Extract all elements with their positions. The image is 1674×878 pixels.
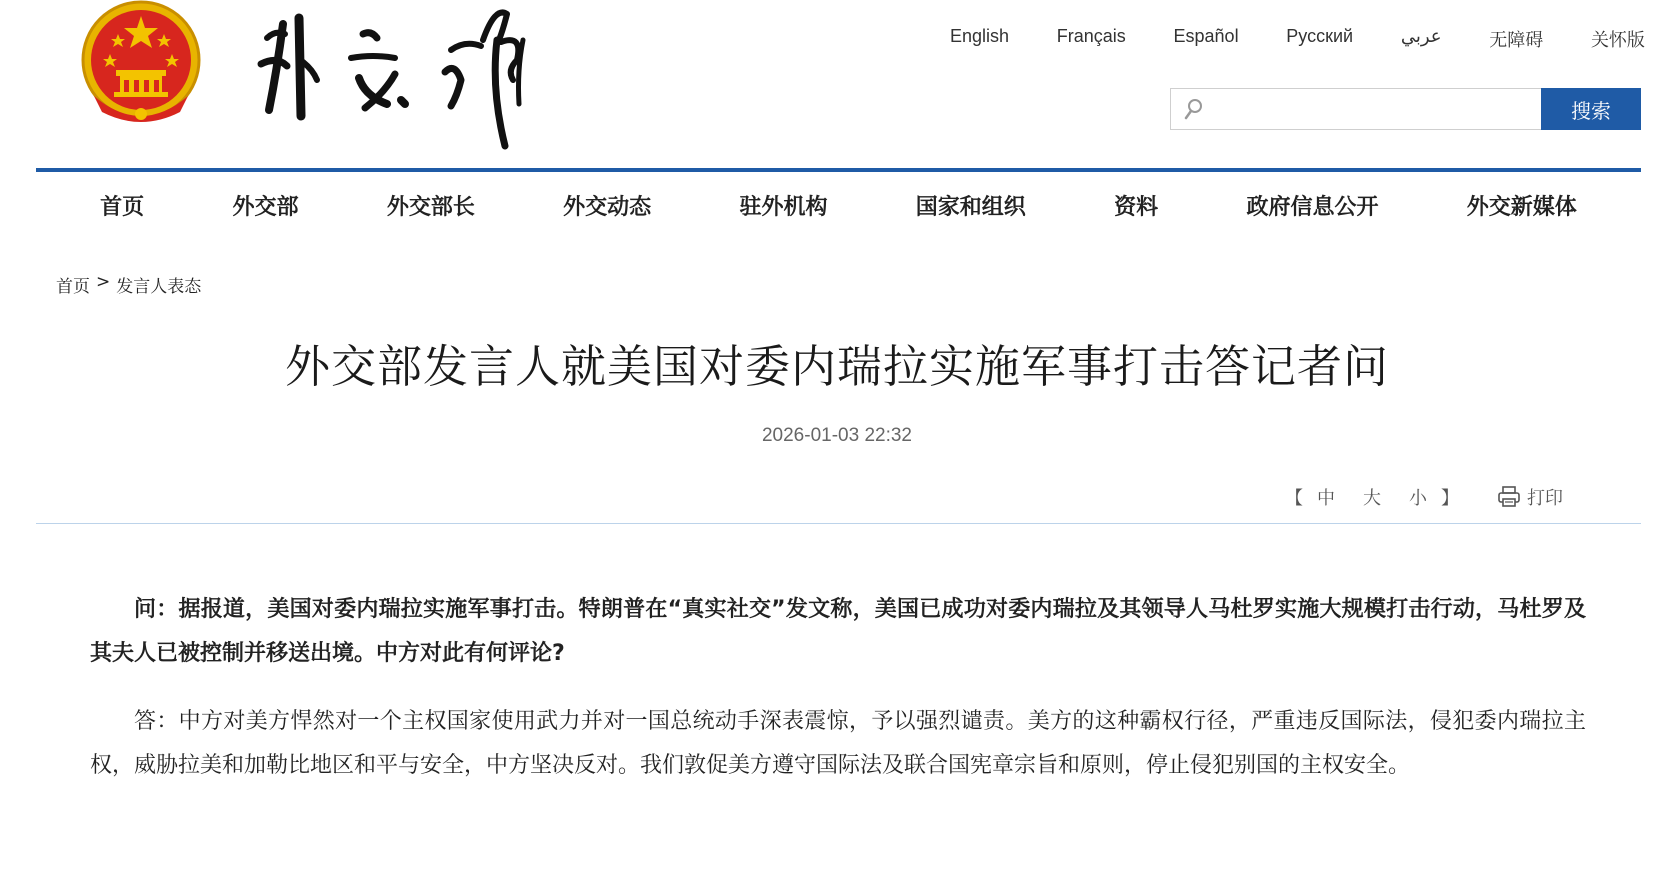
nav-item-missions[interactable]: 驻外机构 [739,194,828,220]
national-emblem-icon [80,0,202,128]
printer-icon [1497,486,1521,508]
search-button[interactable]: 搜索 [1541,88,1641,130]
content-divider [36,523,1641,524]
breadcrumb-current-link[interactable]: 发言人表态 [116,277,202,297]
page-title: 外交部发言人就美国对委内瑞拉实施军事打击答记者问 [284,340,1389,393]
accessibility-link[interactable]: 无障碍 [1489,30,1544,50]
lang-arabic-link[interactable]: عربي [1400,26,1442,46]
nav-item-gov-info[interactable]: 政府信息公开 [1246,194,1379,220]
main-nav [36,172,1641,238]
lang-french-link[interactable]: Français [1056,26,1126,46]
article-body [90,588,1586,812]
breadcrumb-separator: > [96,272,111,292]
lang-russian-link[interactable]: Русский [1286,26,1354,46]
search-icon [1181,97,1205,121]
article-answer: 答：中方对美方悍然对一个主权国家使用武力并对一国总统动手深表震惊，予以强烈谴责。美方的这种霸权行径，严重违反国际法，侵犯委内瑞拉主权，威胁拉美和加勒比地区和平与安全，中方坚决反对。我们敦促美方遵守国际法及联合国宪章宗旨和原则，停止侵犯别国的主权安全。 [90,709,1586,778]
publish-date: 2026-01-03 22:32 [761,425,912,446]
nav-item-resources[interactable]: 资料 [1114,194,1159,220]
font-size-small-button[interactable]: 小 [1409,488,1427,509]
nav-item-activities[interactable]: 外交动态 [563,194,652,220]
article-question: 问：据报道，美国对委内瑞拉实施军事打击。特朗普在“真实社交”发文称，美国已成功对委内瑞拉及其领导人马杜罗实施大规模打击行动，马杜罗及其夫人已被控制并移送出境。中方对此有何评论? [90,597,1586,666]
font-size-medium-button[interactable]: 中 [1317,488,1335,509]
nav-item-home[interactable]: 首页 [100,194,145,220]
breadcrumb [56,272,201,297]
ministry-logo-calligraphy[interactable] [255,0,555,150]
font-size-close-bracket: 】 [1441,488,1459,509]
nav-item-minister[interactable]: 外交部长 [386,194,475,220]
breadcrumb-home-link[interactable]: 首页 [56,277,90,297]
lang-spanish-link[interactable]: Español [1173,26,1239,46]
lang-english-link[interactable]: English [950,26,1010,46]
search-box [1170,88,1541,130]
nav-item-new-media[interactable]: 外交新媒体 [1466,194,1577,220]
nav-item-ministry[interactable]: 外交部 [232,194,299,220]
search-input[interactable] [1205,90,1541,128]
nav-item-countries[interactable]: 国家和组织 [915,194,1026,220]
language-bar [950,26,1645,50]
elderly-care-version-link[interactable]: 关怀版 [1590,30,1645,50]
font-size-large-button[interactable]: 大 [1363,488,1381,509]
print-label: 打印 [1527,488,1563,509]
print-button[interactable] [1497,484,1563,510]
article-tools [1285,484,1563,510]
font-size-open-bracket: 【 [1285,488,1303,509]
